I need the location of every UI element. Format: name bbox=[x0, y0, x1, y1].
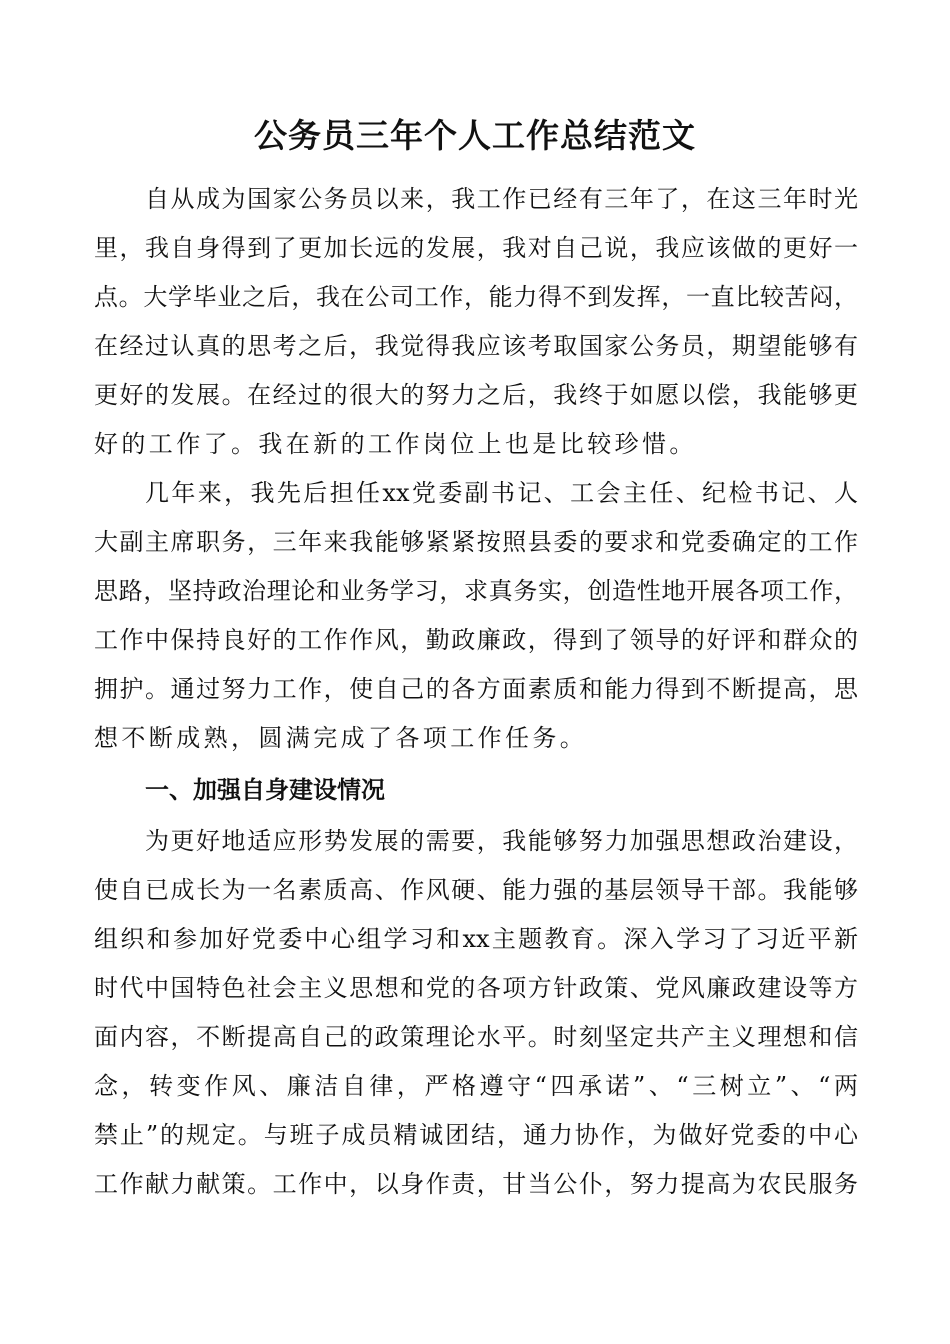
paragraph-1-line: 在经过认真的思考之后，我觉得我应该考取国家公务员，期望能够有 bbox=[94, 332, 858, 360]
paragraph-3-line: 念，转变作风、廉洁自律，严格遵守“四承诺”、“三树立”、“两 bbox=[94, 1072, 858, 1100]
paragraph-3-line: 禁止”的规定。与班子成员精诚团结，通力协作，为做好党委的中心 bbox=[94, 1121, 858, 1149]
paragraph-1-line: 自从成为国家公务员以来，我工作已经有三年了，在这三年时光 bbox=[145, 185, 858, 213]
paragraph-2-line: 大副主席职务，三年来我能够紧紧按照县委的要求和党委确定的工作 bbox=[94, 528, 858, 556]
paragraph-1-line: 里，我自身得到了更加长远的发展，我对自己说，我应该做的更好一 bbox=[94, 234, 858, 262]
paragraph-2-line: 思路，坚持政治理论和业务学习，求真务实，创造性地开展各项工作， bbox=[94, 577, 858, 605]
section-heading: 一、加强自身建设情况 bbox=[145, 776, 385, 804]
document-title: 公务员三年个人工作总结范文 bbox=[254, 116, 696, 155]
paragraph-3-line: 使自已成长为一名素质高、作风硬、能力强的基层领导干部。我能够 bbox=[94, 876, 858, 904]
paragraph-1-line: 更好的发展。在经过的很大的努力之后，我终于如愿以偿，我能够更 bbox=[94, 381, 858, 409]
paragraph-1-line: 点。大学毕业之后，我在公司工作，能力得不到发挥，一直比较苦闷， bbox=[94, 283, 858, 311]
paragraph-2-line: 想不断成熟，圆满完成了各项工作任务。 bbox=[94, 724, 588, 752]
paragraph-2-line: 工作中保持良好的工作作风，勤政廉政，得到了领导的好评和群众的 bbox=[94, 626, 858, 654]
paragraph-3-line: 工作献力献策。工作中，以身作责，甘当公仆，努力提高为农民服务 bbox=[94, 1170, 858, 1198]
paragraph-2-line: 几年来，我先后担任xx党委副书记、工会主任、纪检书记、人 bbox=[145, 479, 858, 507]
paragraph-3-line: 组织和参加好党委中心组学习和xx主题教育。深入学习了习近平新 bbox=[94, 925, 858, 953]
paragraph-3-line: 为更好地适应形势发展的需要，我能够努力加强思想政治建设， bbox=[145, 827, 858, 855]
paragraph-3-line: 面内容，不断提高自己的政策理论水平。时刻坚定共产主义理想和信 bbox=[94, 1023, 858, 1051]
paragraph-2-line: 拥护。通过努力工作，使自己的各方面素质和能力得到不断提高，思 bbox=[94, 675, 858, 703]
paragraph-1-line: 好的工作了。我在新的工作岗位上也是比较珍惜。 bbox=[94, 430, 697, 458]
paragraph-3-line: 时代中国特色社会主义思想和党的各项方针政策、党风廉政建设等方 bbox=[94, 974, 858, 1002]
